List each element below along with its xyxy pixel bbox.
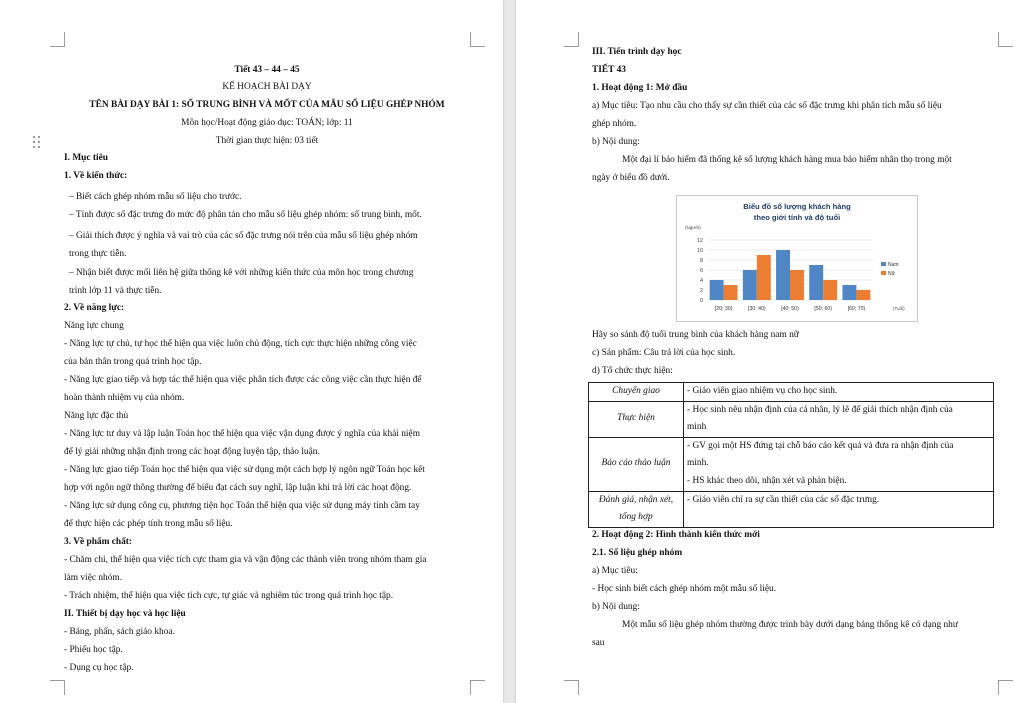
- doc-line: 3. Về phẩm chất:: [64, 537, 133, 547]
- table-value: [684, 437, 994, 491]
- customer-chart: [676, 195, 918, 322]
- doc-line: c) Sản phẩm: Câu trả lời của học sinh.: [592, 348, 736, 358]
- lesson-number: Tiết 43 – 44 – 45: [234, 65, 300, 75]
- x-tick-label: [30; 40): [748, 306, 766, 312]
- bar-nữ: [790, 270, 804, 300]
- doc-line: 2. Về năng lực:: [64, 303, 125, 313]
- bar-nữ: [724, 285, 738, 300]
- doc-line: ghép nhóm.: [592, 119, 637, 129]
- doc-line: Năng lực chung: [64, 321, 124, 331]
- doc-line: d) Tổ chức thực hiện:: [592, 366, 673, 376]
- table-value-line: - Giáo viên chỉ ra sự cần thiết của các số đặc trưng.: [687, 494, 880, 505]
- doc-line: - Năng lực sử dụng công cụ, phương tiện học Toán thể hiện qua việc sử dụng máy tính cầm tay: [64, 501, 420, 511]
- y-tick-label: 8: [699, 257, 703, 264]
- doc-line: a) Mục tiêu: Tạo nhu cầu cho thấy sự cần thiết của các số đặc trưng khi phân tích mẫu số liệu: [592, 101, 942, 111]
- doc-line: II. Thiết bị dạy học và học liệu: [64, 609, 186, 619]
- chart-x-label: (Tuổi): [893, 306, 905, 311]
- lesson-title: TÊN BÀI DẠY BÀI 1: SỐ TRUNG BÌNH VÀ MỐT CỦA MẪU SỐ LIỆU GHÉP NHÓM: [89, 100, 445, 110]
- doc-line: hoàn thành nhiệm vụ của nhóm.: [64, 393, 185, 403]
- chart-title-line-2: theo giới tính và độ tuổi: [753, 213, 841, 222]
- y-tick-label: 6: [699, 267, 703, 274]
- table-row: [589, 401, 994, 437]
- doc-line: của bản thân trong quá trình học tập.: [64, 357, 202, 367]
- table-row: [589, 491, 994, 527]
- table-key: Báo cáo thảo luận: [589, 437, 684, 491]
- plan-heading: KẾ HOẠCH BÀI DẠY: [222, 82, 312, 92]
- doc-line: - Chăm chỉ, thể hiện qua việc tích cực tham gia và vận động các thành viên trong nhóm tham gia: [64, 555, 427, 565]
- y-tick-label: 0: [699, 297, 703, 304]
- table-key: Chuyển giao: [589, 383, 684, 402]
- doc-line: ngày ở biểu đồ dưới.: [592, 173, 670, 183]
- bar-nữ: [823, 280, 837, 300]
- doc-line: – Nhận biết được mối liên hệ giữa thống kê với những kiến thức của môn học trong chương: [69, 268, 414, 278]
- table-value-line: [687, 509, 990, 527]
- table-value-line: - Giáo viên giao nhiệm vụ cho học sinh.: [687, 386, 838, 396]
- legend-swatch: [881, 262, 886, 266]
- table-value: [684, 491, 994, 527]
- doc-line: trong thực tiễn.: [69, 249, 127, 259]
- doc-line: - Trách nhiệm, thể hiện qua việc tích cực, tự giác và nghiêm túc trong quá trình học tập.: [64, 591, 394, 601]
- bar-nữ: [757, 255, 771, 300]
- table-value-line: - HS khác theo dõi, nhận xét và phản biện.: [687, 475, 847, 486]
- table-key: Thực hiện: [589, 401, 684, 437]
- legend-swatch: [881, 271, 886, 275]
- legend-label: Nữ: [888, 271, 895, 277]
- bar-nam: [776, 250, 790, 300]
- doc-line: làm việc nhóm.: [64, 573, 123, 583]
- table-row: [589, 383, 994, 402]
- doc-line: Một mẫu số liệu ghép nhóm thường được trình bày dưới dạng bảng thống kê có dạng như: [622, 620, 958, 630]
- subject-line: Môn học/Hoạt động giáo dục: TOÁN; lớp: 11: [181, 118, 353, 128]
- crop-mark: [564, 680, 579, 695]
- doc-line: để lý giải những nhận định trong các hoạt động luyện tập, thảo luận.: [64, 447, 320, 457]
- doc-line: - Dụng cụ học tập.: [64, 663, 134, 673]
- doc-line: I. Mục tiêu: [64, 153, 109, 163]
- organization-table: [588, 382, 994, 528]
- duration-line: Thời gian thực hiện: 03 tiết: [215, 136, 319, 146]
- move-handle-icon[interactable]: [33, 136, 43, 152]
- table-value: [684, 401, 994, 437]
- doc-line: - Năng lực giao tiếp Toán học thể hiện qua việc sử dụng một cách hợp lý ngôn ngữ Toán học kết: [64, 465, 425, 475]
- crop-mark: [50, 32, 65, 47]
- legend-label: Nam: [888, 262, 899, 268]
- table-value-line: - GV gọi một HS đứng tại chỗ báo cáo kết quả và đưa ra nhận định của: [687, 440, 954, 451]
- doc-line: TIẾT 43: [592, 65, 626, 75]
- crop-mark: [470, 32, 485, 47]
- doc-line: – Tính được số đặc trưng đo mức độ phân tán cho mẫu số liệu ghép nhóm: số trung bình, mốt.: [69, 210, 422, 220]
- x-tick-label: [20; 30): [714, 306, 733, 312]
- doc-line: - Năng lực giao tiếp và hợp tác thể hiện qua việc phân tích được các công việc cần thực hiện để: [64, 375, 422, 385]
- doc-line: sau: [592, 638, 605, 648]
- y-tick-label: 4: [699, 277, 703, 284]
- doc-line: b) Nội dung:: [592, 137, 640, 147]
- table-row: [589, 437, 994, 491]
- doc-line: – Giải thích được ý nghĩa và vai trò của các số đặc trưng nói trên của mẫu số liệu ghép nhóm: [69, 231, 418, 241]
- doc-line: 1. Hoạt động 1: Mở đầu: [592, 83, 688, 93]
- doc-line: hợp với ngôn ngữ thông thường để biểu đạt cách suy nghĩ, lập luận khi trả lời các hoạt động.: [64, 483, 412, 493]
- doc-line: 1. Về kiến thức:: [64, 171, 128, 181]
- doc-line: – Biết cách ghép nhóm mẫu số liệu cho trước.: [69, 192, 242, 202]
- doc-line: Hãy so sánh độ tuổi trung bình của khách hàng nam nữ: [592, 330, 799, 340]
- doc-line: Năng lực đặc thù: [64, 411, 129, 421]
- doc-line: b) Nội dung:: [592, 602, 640, 612]
- chart-title-line-1: Biểu đồ số lượng khách hàng: [743, 202, 851, 211]
- doc-line: trình lớp 11 và thực tiễn.: [69, 286, 162, 296]
- bar-nam: [710, 280, 724, 300]
- doc-line: 2. Hoạt động 2: Hình thành kiến thức mới: [592, 530, 760, 540]
- bar-nam: [743, 270, 757, 300]
- doc-line: - Năng lực tự chủ, tự học thể hiện qua việc luôn chủ động, tích cực thực hiện những công việc: [64, 339, 417, 349]
- doc-line: III. Tiến trình dạy học: [592, 47, 682, 57]
- x-tick-label: [60; 70): [847, 306, 866, 312]
- bar-nam: [842, 285, 856, 300]
- doc-line: - Phiếu học tập.: [64, 645, 123, 655]
- doc-line: 2.1. Số liệu ghép nhóm: [592, 548, 683, 558]
- table-key: Đánh giá, nhận xét, tổng hợp: [589, 491, 684, 527]
- y-tick-label: 2: [699, 287, 703, 294]
- doc-line: để thực hiện các phép tính trong mẫu số liệu.: [64, 519, 233, 529]
- table-value-line: mình.: [687, 458, 709, 469]
- y-tick-label: 12: [696, 237, 703, 244]
- bar-nữ: [856, 290, 870, 300]
- chart-y-label: (Người): [685, 225, 701, 230]
- x-tick-label: [40; 50): [781, 306, 799, 312]
- crop-mark: [998, 32, 1013, 47]
- bar-nam: [809, 265, 823, 300]
- x-tick-label: [50; 60): [814, 306, 832, 312]
- table-value-line: mình: [687, 422, 707, 433]
- table-value: [684, 383, 994, 402]
- doc-line: Một đại lí bảo hiểm đã thống kê số lượng khách hàng mua bảo hiểm nhân thọ trong một: [622, 155, 952, 165]
- crop-mark: [50, 680, 65, 695]
- table-value-line: - Học sinh nêu nhận định của cá nhân, lý lẽ để giải thích nhận định của: [687, 404, 953, 415]
- doc-line: - Học sinh biết cách ghép nhóm một mẫu số liệu.: [592, 584, 777, 594]
- crop-mark: [998, 680, 1013, 695]
- doc-line: - Bảng, phấn, sách giáo khoa.: [64, 627, 175, 637]
- chart-svg: [677, 196, 917, 321]
- doc-line: - Năng lực tư duy và lập luận Toán học thể hiện qua việc vận dụng được ý nghĩa của khái niệm: [64, 429, 420, 439]
- y-tick-label: 10: [696, 247, 703, 254]
- crop-mark: [564, 32, 579, 47]
- crop-mark: [470, 680, 485, 695]
- doc-line: a) Mục tiêu:: [592, 566, 638, 576]
